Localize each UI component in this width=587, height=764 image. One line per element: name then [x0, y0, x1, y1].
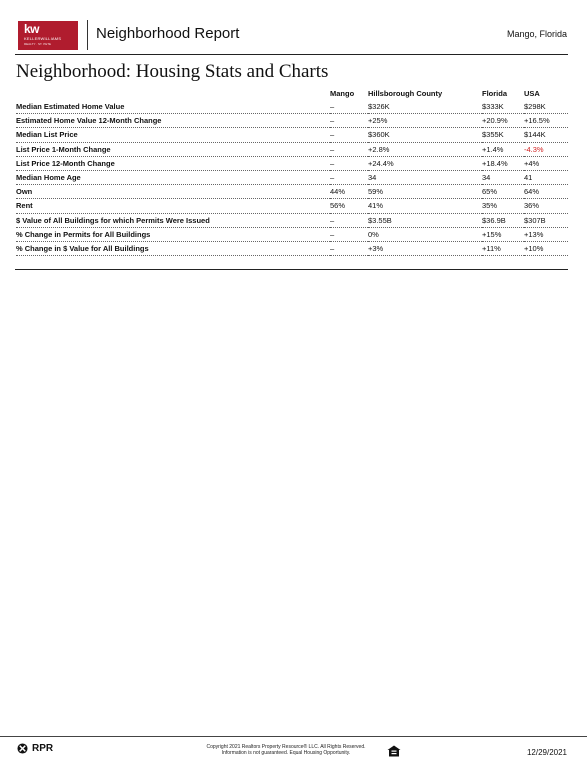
cell-usa: 41: [524, 170, 568, 184]
row-label: Rent: [16, 199, 330, 213]
cell-florida: +11%: [482, 241, 524, 255]
cell-mango: 56%: [330, 199, 368, 213]
row-label: List Price 12-Month Change: [16, 156, 330, 170]
cell-mango: –: [330, 114, 368, 128]
row-label: $ Value of All Buildings for which Permits Were Issued: [16, 213, 330, 227]
report-location: Mango, Florida: [506, 29, 567, 39]
cell-usa: 36%: [524, 199, 568, 213]
cell-mango: –: [330, 241, 368, 255]
report-header: [0, 0, 587, 56]
cell-county: +3%: [368, 241, 482, 255]
cell-usa: +10%: [524, 241, 568, 255]
logo-text: kw: [24, 22, 40, 36]
cell-county: 59%: [368, 185, 482, 199]
cell-mango: –: [330, 227, 368, 241]
cell-usa: 64%: [524, 185, 568, 199]
cell-florida: 34: [482, 170, 524, 184]
cell-mango: –: [330, 156, 368, 170]
cell-florida: $36.9B: [482, 213, 524, 227]
keller-williams-logo: [18, 21, 78, 50]
cell-mango: –: [330, 213, 368, 227]
cell-usa: -4.3%: [524, 142, 568, 156]
header-rule: [15, 54, 568, 55]
table-row: [16, 199, 568, 213]
report-title: Neighborhood Report: [96, 25, 240, 42]
column-header-label: [16, 88, 330, 100]
table-row: [16, 241, 568, 255]
housing-stats-table: [16, 88, 568, 256]
row-label: % Change in $ Value for All Buildings: [16, 241, 330, 255]
table-row: [16, 170, 568, 184]
row-label: Median Estimated Home Value: [16, 100, 330, 114]
rpr-brand: [17, 743, 53, 754]
logo-subtext-2: REALTY · ST. PETE: [24, 42, 52, 46]
table-row: [16, 227, 568, 241]
cell-florida: 65%: [482, 185, 524, 199]
cell-mango: –: [330, 128, 368, 142]
cell-county: $3.55B: [368, 213, 482, 227]
row-label: Median Home Age: [16, 170, 330, 184]
cell-county: $360K: [368, 128, 482, 142]
cell-mango: –: [330, 142, 368, 156]
table-row: [16, 128, 568, 142]
cell-usa: $307B: [524, 213, 568, 227]
cell-florida: 35%: [482, 199, 524, 213]
row-label: Estimated Home Value 12-Month Change: [16, 114, 330, 128]
cell-usa: $144K: [524, 128, 568, 142]
copyright-notice: [180, 744, 392, 756]
cell-mango: –: [330, 100, 368, 114]
page-title: Neighborhood: Housing Stats and Charts: [16, 61, 329, 82]
row-label: % Change in Permits for All Buildings: [16, 227, 330, 241]
cell-florida: +15%: [482, 227, 524, 241]
column-header-usa: USA: [524, 88, 540, 98]
cell-county: 34: [368, 170, 482, 184]
table-row: [16, 185, 568, 199]
cell-county: $326K: [368, 100, 482, 114]
table-body: [16, 100, 568, 256]
cell-usa: $298K: [524, 100, 568, 114]
cell-florida: +1.4%: [482, 142, 524, 156]
table-bottom-rule: [15, 269, 568, 270]
column-header-county: Hillsborough County: [368, 88, 443, 98]
cell-usa: +4%: [524, 156, 568, 170]
equal-housing-icon: [387, 745, 401, 757]
report-date: 12/29/2021: [526, 748, 567, 757]
column-header-mango: Mango: [330, 88, 355, 98]
cell-county: +25%: [368, 114, 482, 128]
cell-mango: –: [330, 170, 368, 184]
cell-county: +24.4%: [368, 156, 482, 170]
header-divider: [87, 20, 88, 50]
row-label: Own: [16, 185, 330, 199]
rpr-brand-text: RPR: [32, 743, 54, 754]
table-row: [16, 100, 568, 114]
cell-florida: +18.4%: [482, 156, 524, 170]
cell-county: 0%: [368, 227, 482, 241]
cell-florida: $355K: [482, 128, 524, 142]
logo-subtext: KELLERWILLIAMS: [24, 36, 62, 41]
row-label: List Price 1-Month Change: [16, 142, 330, 156]
cell-county: +2.8%: [368, 142, 482, 156]
table-row: [16, 114, 568, 128]
cell-usa: +16.5%: [524, 114, 568, 128]
report-footer: [0, 737, 587, 764]
table-row: [16, 142, 568, 156]
cell-mango: 44%: [330, 185, 368, 199]
copyright-line-2: Information is not guaranteed. Equal Housing Opportunity.: [221, 750, 351, 756]
cell-usa: +13%: [524, 227, 568, 241]
cell-county: 41%: [368, 199, 482, 213]
table-row: [16, 156, 568, 170]
row-label: Median List Price: [16, 128, 330, 142]
rpr-logo-icon: [17, 743, 28, 754]
cell-florida: +20.9%: [482, 114, 524, 128]
table-row: [16, 213, 568, 227]
table-header-row: [16, 88, 568, 100]
cell-florida: $333K: [482, 100, 524, 114]
copyright-line-1: Copyright 2021 Realtors Property Resource® LLC. All Rights Reserved.: [206, 744, 366, 750]
column-header-florida: Florida: [482, 88, 508, 98]
